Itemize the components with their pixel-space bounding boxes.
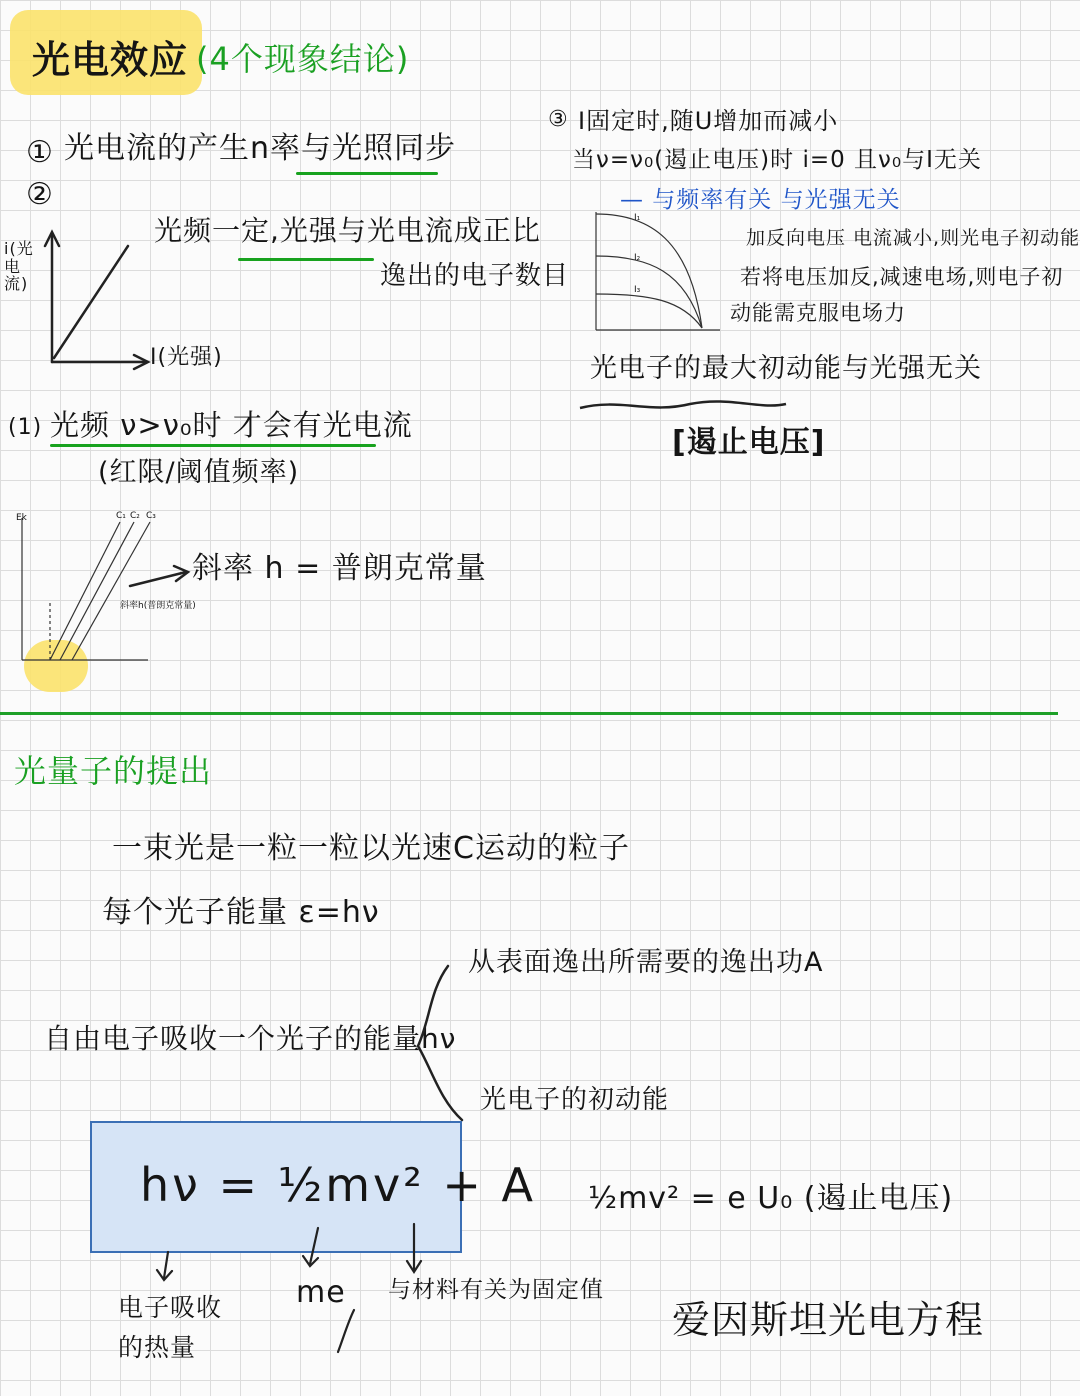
page-subtitle: (4个现象结论) xyxy=(196,40,410,78)
escape-note: 逸出的电子数目 xyxy=(380,261,570,291)
slope-text: 斜率 h = 普朗克常量 xyxy=(192,551,487,586)
graph1-x-label: I(光强) xyxy=(150,345,223,370)
right-line5: 动能需克服电场力 xyxy=(730,301,906,325)
photon-line1: 一束光是一粒一粒以光速C运动的粒子 xyxy=(112,831,630,866)
under-me: me xyxy=(296,1275,346,1310)
item2-number: ② xyxy=(26,177,54,212)
item3-text: 光频 ν>ν₀时 才会有光电流 xyxy=(50,408,413,442)
einstein-formula: hν = ½mv² + A xyxy=(140,1158,536,1212)
item3-number: (1) xyxy=(8,415,43,440)
under-heat: 电子吸收的热量 xyxy=(118,1293,223,1362)
under-material: 与材料有关为固定值 xyxy=(388,1277,604,1303)
graph2-label-2: I₂ xyxy=(634,253,641,263)
graph3-y-label: Ek xyxy=(16,513,27,523)
right-item3-number: ③ xyxy=(548,107,569,132)
graph2-label-3: I₃ xyxy=(634,285,641,295)
stop-voltage-bracket: [遏止电压] xyxy=(672,425,826,460)
graph3-note: 斜率h(普朗克常量) xyxy=(120,601,196,611)
item1-number: ① xyxy=(26,135,54,170)
graph1-y-label: i(光电流) xyxy=(4,239,34,294)
photon-line2: 每个光子能量 ε=hν xyxy=(102,895,380,930)
right-line2: 当ν=ν₀(遏止电压)时 i=0 且ν₀与I无关 xyxy=(572,147,982,173)
item1-text: 光电流的产生n率与光照同步 xyxy=(64,131,457,166)
branch-workfunction: 从表面逸出所需要的逸出功A xyxy=(468,947,824,978)
photon-section-title: 光量子的提出 xyxy=(14,752,213,790)
right-line4: 若将电压加反,减速电场,则电子初 xyxy=(740,265,1064,289)
right-blue-note: — 与频率有关 与光强无关 xyxy=(620,187,901,213)
absorb-text: 自由电子吸收一个光子的能量hν xyxy=(44,1022,457,1055)
graph3-label-c2: C₂ xyxy=(130,511,140,521)
right-line3: 加反向电压 电流减小,则光电子初动能 xyxy=(746,227,1080,249)
graph3-label-c1: C₁ xyxy=(116,511,126,521)
stop-voltage-formula: ½mv² = e U₀ (遏止电压) xyxy=(588,1181,954,1216)
item3-sub: (红限/阈值频率) xyxy=(98,457,300,488)
right-conclusion: 光电子的最大初动能与光强无关 xyxy=(590,353,982,384)
graph3-label-c3: C₃ xyxy=(146,511,156,521)
einstein-equation-name: 爱因斯坦光电方程 xyxy=(672,1298,985,1342)
graph2-label-1: I₁ xyxy=(634,213,641,223)
page-title: 光电效应 xyxy=(32,38,189,82)
freq-intensity-note: 光频一定,光强与光电流成正比 xyxy=(154,214,541,247)
branch-kinetic: 光电子的初动能 xyxy=(480,1085,670,1115)
right-line1: I固定时,随U增加而减小 xyxy=(578,107,839,135)
